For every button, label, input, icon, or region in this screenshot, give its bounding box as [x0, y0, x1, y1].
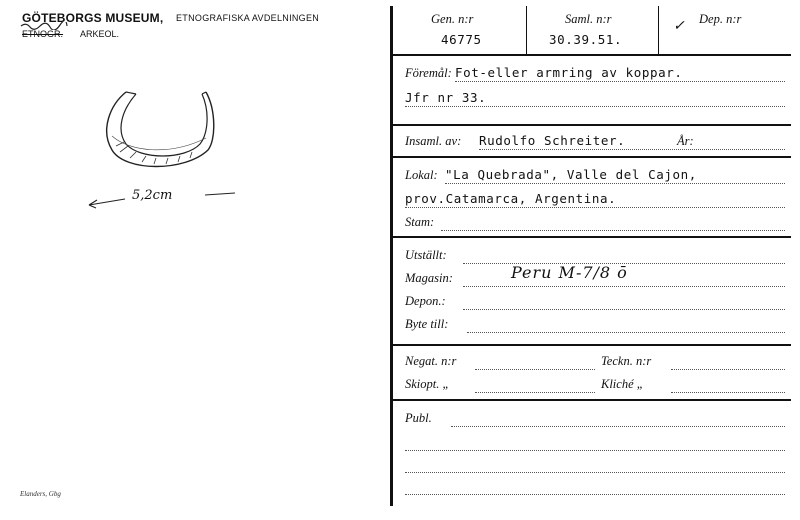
lokal-label: Lokal: — [405, 168, 438, 182]
printer-mark: Elanders, Gbg — [20, 490, 61, 498]
lokal-line-2: prov.Catamarca, Argentina. — [405, 191, 617, 206]
dotted-line — [405, 207, 785, 208]
section-rule — [393, 124, 791, 126]
dotted-line — [671, 369, 785, 370]
ar-label: År: — [677, 134, 694, 148]
utstallt-label: Utställt: — [405, 248, 447, 262]
dotted-line — [671, 392, 785, 393]
publ-label: Publ. — [405, 411, 432, 425]
dotted-line — [405, 450, 785, 451]
foremal-line-1: Fot-eller armring av koppar. — [455, 65, 683, 80]
dotted-line — [451, 426, 785, 427]
dep-check-mark: ✓ — [673, 19, 685, 34]
gen-nr-value: 46775 — [441, 32, 482, 47]
gen-nr-label: Gen. n:r — [431, 12, 474, 26]
depon-label: Depon.: — [405, 294, 446, 308]
dotted-line — [405, 106, 785, 107]
insaml-value: Rudolfo Schreiter. — [479, 133, 626, 148]
section-rule — [393, 236, 791, 238]
section-rule — [393, 156, 791, 158]
insaml-label: Insaml. av: — [405, 134, 462, 148]
box-divider — [526, 6, 527, 54]
arkeol-label: ARKEOL. — [80, 29, 120, 39]
dotted-line — [475, 392, 595, 393]
negat-label: Negat. n:r — [405, 354, 457, 368]
dotted-line — [475, 369, 595, 370]
kliche-label: Kliché „ — [601, 377, 644, 391]
dotted-line — [445, 183, 785, 184]
foremal-line-2: Jfr nr 33. — [405, 90, 487, 105]
etnogr-label: ETNOGR. — [22, 29, 64, 39]
scale-note: 5,2cm — [132, 188, 173, 203]
dotted-line — [467, 332, 785, 333]
dotted-line — [463, 286, 785, 287]
dotted-line — [441, 230, 785, 231]
department-name: ETNOGRAFISKA AVDELNINGEN — [176, 13, 320, 23]
foremal-label: Föremål: — [405, 66, 452, 80]
dotted-line — [405, 494, 785, 495]
skiopt-label: Skiopt. „ — [405, 377, 450, 391]
box-divider — [658, 6, 659, 54]
magasin-value: Peru M-7/8 ō — [511, 263, 628, 282]
stam-label: Stam: — [405, 215, 435, 229]
section-rule — [393, 54, 791, 56]
dotted-line — [455, 81, 785, 82]
section-rule — [393, 399, 791, 401]
teckn-label: Teckn. n:r — [601, 354, 652, 368]
saml-nr-value: 30.39.51. — [549, 32, 623, 47]
dep-nr-label: Dep. n:r — [699, 12, 742, 26]
section-rule — [393, 344, 791, 346]
dotted-line — [463, 309, 785, 310]
saml-nr-label: Saml. n:r — [565, 12, 612, 26]
bracelet-sketch — [90, 80, 240, 190]
museum-name: GÖTEBORGS MUSEUM, — [22, 11, 164, 25]
dotted-line — [405, 472, 785, 473]
catalog-card — [393, 6, 793, 506]
magasin-label: Magasin: — [405, 271, 453, 285]
lokal-line-1: "La Quebrada", Valle del Cajon, — [445, 167, 697, 182]
byte-till-label: Byte till: — [405, 317, 449, 331]
dotted-line — [479, 149, 785, 150]
